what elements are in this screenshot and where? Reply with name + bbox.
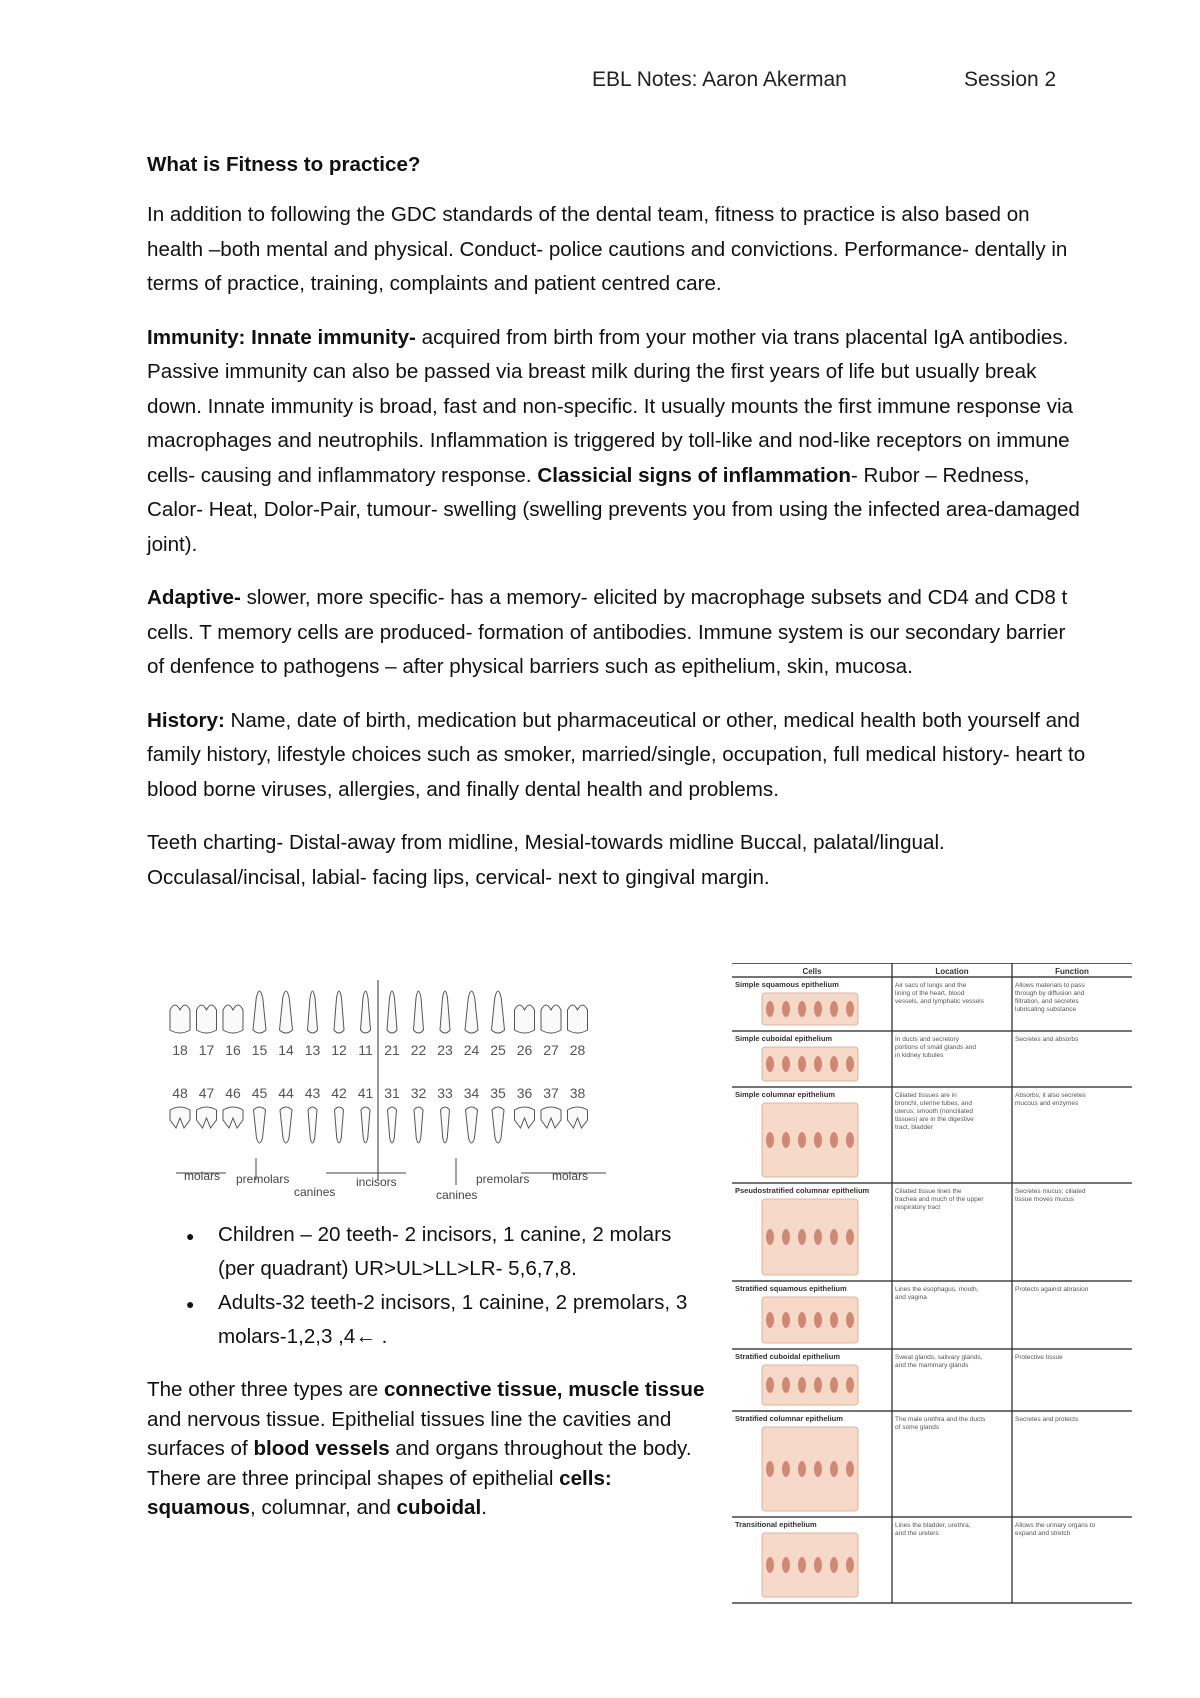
cell-nucleus	[814, 1377, 822, 1393]
lower-tooth-number: 33	[437, 1085, 453, 1101]
upper-teeth	[170, 991, 588, 1033]
cell-nucleus	[766, 1229, 774, 1245]
cell-nucleus	[782, 1312, 790, 1328]
table-cell-location: portions of small glands and	[895, 1044, 976, 1051]
cell-nucleus	[830, 1056, 838, 1072]
cell-nucleus	[782, 1229, 790, 1245]
upper-tooth-number: 13	[304, 1042, 321, 1058]
table-cell-location: Ciliated tissue lines the	[895, 1188, 962, 1195]
upper-tooth-number: 15	[251, 1042, 268, 1058]
epi-t3: and organs throughout the body. There are three principal shapes of epithelial	[147, 1437, 692, 1490]
epi-b4: cuboidal	[396, 1496, 482, 1519]
table-cell-location: lining of the heart, blood	[895, 990, 965, 997]
upper-tooth-numbers	[172, 1042, 585, 1058]
header-title: EBL Notes: Aaron Akerman	[592, 68, 847, 91]
upper-tooth-number: 12	[331, 1042, 347, 1058]
upper-tooth-number: 18	[172, 1042, 188, 1058]
epithelium-table	[732, 963, 1172, 1623]
cell-nucleus	[798, 1461, 806, 1477]
cell-nucleus	[814, 1229, 822, 1245]
table-cell-function: Secretes and absorbs	[1015, 1036, 1079, 1043]
lower-tooth-46	[223, 1107, 243, 1128]
cell-nucleus	[830, 1001, 838, 1017]
upper-tooth-number: 16	[225, 1042, 241, 1058]
lower-tooth-34	[466, 1107, 478, 1143]
table-cell-location: Ciliated tissues are in	[895, 1092, 957, 1099]
epithelium-illustration	[762, 1047, 858, 1081]
upper-tooth-number: 27	[543, 1042, 559, 1058]
fitness-paragraph: In addition to following the GDC standards of the dental team, fitness to practice is also based on health –both mental and physical. Conduct- police cautions and convictions. Performance- dentally in terms of practice, training, complaints and patient centred care.	[147, 203, 1068, 295]
lower-tooth-45	[254, 1107, 266, 1143]
upper-tooth-number: 28	[569, 1042, 586, 1058]
upper-tooth-25	[492, 991, 505, 1033]
cell-nucleus	[846, 1056, 854, 1072]
cell-nucleus	[782, 1001, 790, 1017]
label-incisors: incisors	[356, 1175, 397, 1189]
lower-teeth	[170, 1107, 588, 1143]
epithelium-illustration	[762, 1103, 858, 1177]
bullet-adults: ● Adults-32 teeth-2 incisors, 1 cainine, 2 premolars, 3 molars-1,2,3 ,4← .	[186, 1286, 706, 1354]
upper-tooth-26	[515, 1005, 535, 1033]
upper-tooth-number: 14	[278, 1042, 294, 1058]
upper-tooth-28	[568, 1005, 588, 1033]
upper-tooth-21	[387, 991, 397, 1033]
lower-tooth-number: 35	[490, 1085, 506, 1101]
cell-nucleus	[782, 1132, 790, 1148]
epithelium-illustration	[762, 1365, 858, 1405]
upper-tooth-number: 24	[463, 1042, 480, 1058]
label-molars-left: molars	[184, 1169, 221, 1183]
cell-nucleus	[830, 1461, 838, 1477]
lower-tooth-number: 43	[304, 1085, 321, 1101]
lower-tooth-number: 41	[357, 1085, 374, 1101]
cell-nucleus	[766, 1377, 774, 1393]
adaptive-label: Adaptive-	[147, 586, 241, 609]
adaptive-text: slower, more specific- has a memory- elicited by macrophage subsets and CD4 and CD8 t cells. T memory cells are produced- formation of antibodies. Immune system is our secondary barrier of denfence to pathogens – after physical barriers such as epithelium, skin, mucosa.	[147, 586, 1068, 678]
table-cell-location: Sweat glands, salivary glands,	[895, 1354, 983, 1361]
bullet-children: ● Children – 20 teeth- 2 incisors, 1 canine, 2 molars (per quadrant) UR>UL>LL>LR- 5,6,7,8.	[186, 1218, 706, 1286]
lower-tooth-number: 48	[172, 1085, 188, 1101]
cell-nucleus	[830, 1132, 838, 1148]
cell-nucleus	[814, 1132, 822, 1148]
table-cell-function: through by diffusion and	[1015, 990, 1085, 997]
adaptive-paragraph	[147, 581, 1087, 685]
upper-tooth-number: 11	[358, 1042, 373, 1058]
table-cell-location: Lines the bladder, urethra,	[895, 1522, 971, 1529]
label-molars-right: molars	[552, 1169, 589, 1183]
cell-nucleus	[782, 1557, 790, 1573]
epithelium-illustration	[762, 993, 858, 1025]
cell-nucleus	[766, 1001, 774, 1017]
epi-t4: , columnar, and	[250, 1496, 397, 1519]
upper-tooth-27	[541, 1005, 561, 1033]
label-canines-right: canines	[436, 1188, 478, 1202]
cell-nucleus	[846, 1377, 854, 1393]
cell-nucleus	[798, 1377, 806, 1393]
cell-nucleus	[766, 1056, 774, 1072]
upper-tooth-24	[465, 991, 478, 1033]
table-cell-location: bronchi, uterine tubes, and	[895, 1100, 972, 1107]
upper-tooth-17	[197, 1005, 217, 1033]
cell-nucleus	[846, 1557, 854, 1573]
table-cell-location: Air sacs of lungs and the	[895, 982, 967, 989]
epithelium-illustration	[762, 1297, 858, 1343]
cell-nucleus	[846, 1461, 854, 1477]
table-cell-location: and the mammary glands	[895, 1362, 969, 1369]
upper-tooth-15	[253, 991, 266, 1033]
page-title	[147, 148, 1087, 183]
cell-nucleus	[798, 1312, 806, 1328]
table-cell-function: filtration, and secretes	[1015, 998, 1079, 1005]
cell-nucleus	[846, 1229, 854, 1245]
table-cell-function: tissue moves mucus	[1015, 1196, 1074, 1203]
lower-tooth-38	[568, 1107, 588, 1128]
cell-nucleus	[798, 1001, 806, 1017]
cell-nucleus	[798, 1229, 806, 1245]
title-text: What is Fitness to practice?	[147, 153, 421, 176]
table-cell-function: mucous and enzymes	[1015, 1100, 1079, 1107]
cell-nucleus	[830, 1557, 838, 1573]
lower-tooth-number: 32	[410, 1085, 427, 1101]
lower-tooth-41	[361, 1107, 370, 1143]
cell-nucleus	[830, 1229, 838, 1245]
epithelium-table-content	[735, 967, 1096, 1597]
lower-tooth-number: 47	[198, 1085, 215, 1101]
table-cell-location: tract, bladder	[895, 1124, 933, 1131]
table-cell-function: Protective tissue	[1015, 1354, 1063, 1361]
upper-tooth-number: 23	[437, 1042, 453, 1058]
teeth-charting-paragraph: Teeth charting- Distal-away from midline, Mesial-towards midline Buccal, palatal/lingual. Occulasal/incisal, labial- facing lips, cervical- next to gingival margin.	[147, 831, 945, 889]
epi-t1: The other three types are	[147, 1378, 384, 1401]
lower-tooth-33	[441, 1107, 450, 1143]
upper-tooth-number: 26	[516, 1042, 533, 1058]
table-cell-location: vessels, and lymphatic vessels	[895, 998, 984, 1005]
table-cell-location: tissues) are in the digestive	[895, 1116, 974, 1123]
table-cell-name: Simple cuboidal epithelium	[735, 1034, 833, 1043]
table-cell-location: uterus; smooth (nonciliated	[895, 1108, 974, 1115]
lower-tooth-44	[280, 1107, 292, 1143]
upper-tooth-13	[308, 991, 318, 1033]
header-session: Session 2	[964, 68, 1057, 91]
table-cell-location: trachea and much of the upper	[895, 1196, 984, 1203]
cell-nucleus	[814, 1056, 822, 1072]
upper-tooth-18	[170, 1005, 190, 1033]
signs-text: - Rubor – Redness, Calor- Heat, Dolor-Pair, tumour- swelling (swelling prevents you from using the infected area-damaged joint).	[147, 463, 1080, 556]
epithelium-illustration	[762, 1199, 858, 1275]
history-paragraph	[147, 704, 1087, 808]
signs-label: Classicial signs of inflammation	[537, 463, 851, 487]
table-header: Location	[935, 967, 969, 976]
table-cell-location: and vagina	[895, 1294, 927, 1301]
lower-tooth-43	[308, 1107, 317, 1143]
upper-tooth-number: 17	[198, 1042, 215, 1058]
immunity-label: Immunity:	[147, 325, 246, 349]
table-cell-function: Absorbs; it also secretes	[1015, 1092, 1086, 1099]
table-cell-function: expand and stretch	[1015, 1530, 1071, 1537]
lower-tooth-numbers	[172, 1085, 585, 1101]
table-cell-location: respiratory tract	[895, 1204, 941, 1211]
lower-tooth-47	[197, 1107, 217, 1128]
epi-t2: and nervous tissue. Epithelial tissues line the cavities and surfaces of	[147, 1407, 672, 1460]
cell-nucleus	[846, 1312, 854, 1328]
lower-tooth-number: 34	[463, 1085, 480, 1101]
upper-tooth-number: 25	[490, 1042, 506, 1058]
immunity-paragraph	[147, 321, 1087, 563]
upper-tooth-12	[334, 991, 344, 1033]
table-cell-function: Protects against abrasion	[1015, 1286, 1089, 1293]
history-text: Name, date of birth, medication but pharmaceutical or other, medical health both yourself and family history, lifestyle choices such as smoker, married/single, occupation, full medical history- heart to blood borne viruses, allergies, and finally dental health and problems.	[147, 708, 1086, 801]
upper-tooth-22	[414, 991, 424, 1033]
cell-nucleus	[782, 1461, 790, 1477]
table-cell-name: Stratified columnar epithelium	[735, 1414, 843, 1423]
innate-label: Innate immunity-	[251, 325, 416, 349]
label-canines-left: canines	[294, 1185, 336, 1199]
history-label: History:	[147, 708, 225, 732]
table-cell-name: Simple squamous epithelium	[735, 980, 839, 989]
epithelial-paragraph	[147, 1375, 717, 1523]
lower-tooth-37	[541, 1107, 561, 1128]
epi-b2: blood vessels	[253, 1437, 390, 1460]
lower-tooth-number: 36	[516, 1085, 533, 1101]
lower-tooth-number: 42	[331, 1085, 347, 1101]
upper-tooth-11	[361, 991, 371, 1033]
lower-tooth-35	[492, 1107, 504, 1143]
cell-nucleus	[814, 1001, 822, 1017]
epi-t5: .	[481, 1496, 487, 1519]
cell-nucleus	[846, 1001, 854, 1017]
lower-tooth-number: 45	[251, 1085, 268, 1101]
lower-tooth-36	[515, 1107, 535, 1128]
immunity-text: acquired from birth from your mother via trans placental IgA antibodies. Passive immunity can also be passed via breast milk during the first years of life but usually break down. Innate immunity is broad, fast and non-specific. It usually mounts the first immune response via macrophages and neutrophils. Inflammation is triggered by toll-like and nod-like receptors on immune cells- causing and inflammatory response.	[147, 325, 1074, 487]
cell-nucleus	[766, 1557, 774, 1573]
table-cell-name: Simple columnar epithelium	[735, 1090, 836, 1099]
upper-tooth-23	[440, 991, 450, 1033]
table-cell-name: Stratified squamous epithelium	[735, 1284, 847, 1293]
upper-tooth-16	[223, 1005, 243, 1033]
cell-nucleus	[766, 1132, 774, 1148]
cell-nucleus	[846, 1132, 854, 1148]
table-cell-function: Allows the urinary organs to	[1015, 1522, 1096, 1529]
table-cell-function: Secretes mucus; ciliated	[1015, 1188, 1086, 1195]
upper-tooth-number: 21	[384, 1042, 400, 1058]
lower-tooth-31	[388, 1107, 397, 1143]
table-cell-location: and the ureters	[895, 1530, 939, 1537]
cell-nucleus	[798, 1557, 806, 1573]
table-cell-location: of some glands	[895, 1424, 940, 1431]
table-header: Cells	[802, 967, 822, 976]
upper-tooth-number: 22	[410, 1042, 427, 1058]
table-cell-location: in kidney tubules	[895, 1052, 944, 1059]
lower-tooth-32	[414, 1107, 423, 1143]
cell-nucleus	[830, 1377, 838, 1393]
lower-tooth-number: 31	[384, 1085, 400, 1101]
table-cell-name: Transitional epithelium	[735, 1520, 817, 1529]
epi-b1: connective tissue, muscle tissue	[383, 1378, 705, 1401]
cell-nucleus	[830, 1312, 838, 1328]
lower-tooth-number: 38	[569, 1085, 586, 1101]
cell-nucleus	[766, 1461, 774, 1477]
teeth-count-list	[186, 1218, 706, 1354]
cell-nucleus	[814, 1312, 822, 1328]
epithelium-illustration	[762, 1427, 858, 1511]
main-text	[147, 198, 1087, 914]
table-cell-location: The male urethra and the ducts	[895, 1416, 986, 1423]
label-premolars-right: premolars	[476, 1172, 530, 1186]
epithelium-illustration	[762, 1533, 858, 1597]
cell-nucleus	[814, 1557, 822, 1573]
lower-tooth-number: 44	[278, 1085, 294, 1101]
cell-nucleus	[782, 1377, 790, 1393]
table-cell-function: lubricating substance	[1015, 1006, 1077, 1013]
table-cell-location: Lines the esophagus, mouth,	[895, 1286, 979, 1293]
table-cell-name: Pseudostratified columnar epithelium	[735, 1186, 870, 1195]
lower-tooth-48	[170, 1107, 190, 1128]
upper-tooth-14	[280, 991, 293, 1033]
cell-nucleus	[766, 1312, 774, 1328]
cell-nucleus	[782, 1056, 790, 1072]
table-cell-function: Allows materials to pass	[1015, 982, 1085, 989]
epi-b3: cells: squamous	[147, 1466, 612, 1519]
table-cell-function: Secretes and protects	[1015, 1416, 1079, 1423]
label-premolars-left: premolars	[236, 1172, 290, 1186]
table-cell-location: In ducts and secretory	[895, 1036, 959, 1043]
cell-nucleus	[798, 1056, 806, 1072]
lower-tooth-number: 46	[225, 1085, 241, 1101]
lower-tooth-number: 37	[543, 1085, 559, 1101]
table-header: Function	[1055, 967, 1089, 976]
teeth-chart	[166, 980, 626, 1210]
cell-nucleus	[814, 1461, 822, 1477]
cell-nucleus	[798, 1132, 806, 1148]
table-cell-name: Stratified cuboidal epithelium	[735, 1352, 841, 1361]
lower-tooth-42	[335, 1107, 344, 1143]
